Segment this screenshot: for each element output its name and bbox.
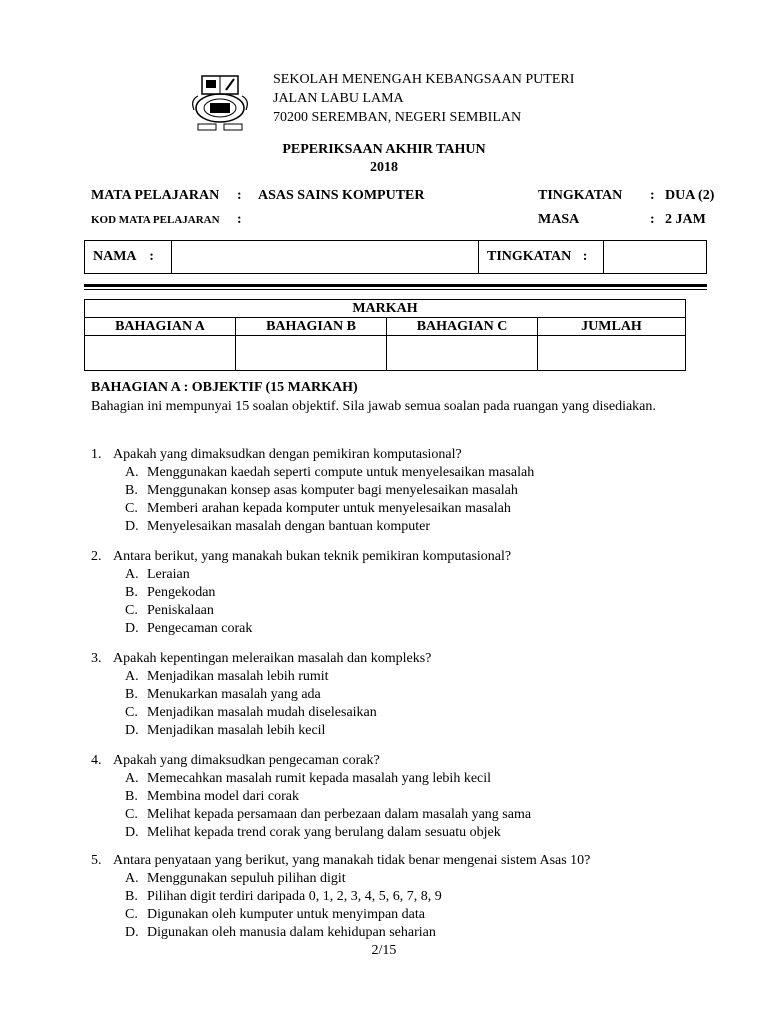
divider-thin <box>84 289 707 290</box>
option-text: Menggunakan konsep asas komputer bagi menyelesaikan masalah <box>147 483 518 498</box>
name-label-cell <box>85 241 172 274</box>
option-letter: C. <box>125 907 138 922</box>
option-text: Melihat kepada trend corak yang berulang dalam sesuatu objek <box>147 825 501 840</box>
question-text: Antara penyataan yang berikut, yang manakah tidak benar mengenai sistem Asas 10? <box>113 853 591 868</box>
answer-option[interactable] <box>91 824 691 842</box>
answer-option[interactable] <box>91 584 691 602</box>
section-a-title: BAHAGIAN A : OBJEKTIF (15 MARKAH) <box>91 380 358 395</box>
name-box-form-colon: : <box>582 249 588 264</box>
option-text: Pengekodan <box>147 585 216 600</box>
answer-option[interactable] <box>91 722 691 740</box>
form-field[interactable] <box>604 241 707 274</box>
name-box-form-label: TINGKATAN <box>487 249 572 264</box>
answer-option[interactable] <box>91 518 691 536</box>
option-text: Peniskalaan <box>147 603 214 618</box>
option-letter: C. <box>125 603 138 618</box>
option-letter: B. <box>125 585 138 600</box>
code-colon: : <box>237 212 242 227</box>
option-text: Pilihan digit terdiri daripada 0, 1, 2, 3, 4, 5, 6, 7, 8, 9 <box>147 889 442 904</box>
markah-col-total: JUMLAH <box>538 318 686 336</box>
section-a-instruction: Bahagian ini mempunyai 15 soalan objektif. Sila jawab semua soalan pada ruangan yang disediakan. <box>91 399 656 414</box>
divider-thick <box>84 284 707 287</box>
option-letter: D. <box>125 925 139 940</box>
school-city: 70200 SEREMBAN, NEGERI SEMBILAN <box>273 110 522 125</box>
markah-cell-b[interactable] <box>236 336 387 371</box>
answer-option[interactable] <box>91 668 691 686</box>
answer-option[interactable] <box>91 602 691 620</box>
question-text: Apakah yang dimaksudkan dengan pemikiran komputasional? <box>113 447 462 462</box>
code-label: KOD MATA PELAJARAN <box>91 214 220 226</box>
option-text: Digunakan oleh manusia dalam kehidupan seharian <box>147 925 436 940</box>
name-label: NAMA <box>93 249 136 264</box>
option-text: Digunakan oleh kumputer untuk menyimpan data <box>147 907 425 922</box>
question-stem <box>91 852 691 870</box>
question-number: 4. <box>91 753 102 768</box>
question-item <box>91 650 691 740</box>
markah-col-a: BAHAGIAN A <box>85 318 236 336</box>
question-stem <box>91 650 691 668</box>
question-item <box>91 852 691 942</box>
name-field[interactable] <box>172 241 479 274</box>
option-letter: A. <box>125 669 139 684</box>
exam-year: 2018 <box>370 160 398 175</box>
answer-option[interactable] <box>91 566 691 584</box>
answer-option[interactable] <box>91 888 691 906</box>
question-stem <box>91 548 691 566</box>
answer-option[interactable] <box>91 620 691 638</box>
option-text: Menjadikan masalah lebih rumit <box>147 669 329 684</box>
subject-label: MATA PELAJARAN <box>91 188 220 203</box>
answer-option[interactable] <box>91 770 691 788</box>
option-text: Leraian <box>147 567 190 582</box>
subject-colon: : <box>237 188 242 203</box>
option-letter: B. <box>125 889 138 904</box>
markah-title: MARKAH <box>85 300 686 318</box>
markah-cell-total[interactable] <box>538 336 686 371</box>
option-text: Membina model dari corak <box>147 789 300 804</box>
markah-cell-a[interactable] <box>85 336 236 371</box>
answer-option[interactable] <box>91 704 691 722</box>
option-text: Memberi arahan kepada komputer untuk menyelesaikan masalah <box>147 501 511 516</box>
option-letter: C. <box>125 501 138 516</box>
name-colon: : <box>149 249 154 264</box>
option-text: Menggunakan sepuluh pilihan digit <box>147 871 346 886</box>
option-text: Menukarkan masalah yang ada <box>147 687 321 702</box>
form-value: DUA (2) <box>665 188 715 203</box>
option-letter: D. <box>125 825 139 840</box>
school-crest-logo <box>188 70 252 134</box>
option-letter: B. <box>125 687 138 702</box>
answer-option[interactable] <box>91 870 691 888</box>
question-number: 2. <box>91 549 102 564</box>
option-letter: B. <box>125 483 138 498</box>
option-letter: A. <box>125 871 139 886</box>
answer-option[interactable] <box>91 686 691 704</box>
option-letter: D. <box>125 723 139 738</box>
question-text: Antara berikut, yang manakah bukan teknik pemikiran komputasional? <box>113 549 512 564</box>
question-item <box>91 752 691 842</box>
answer-option[interactable] <box>91 924 691 942</box>
question-number: 1. <box>91 447 102 462</box>
option-text: Menggunakan kaedah seperti compute untuk menyelesaikan masalah <box>147 465 535 480</box>
question-number: 5. <box>91 853 102 868</box>
answer-option[interactable] <box>91 806 691 824</box>
option-text: Melihat kepada persamaan dan perbezaan dalam masalah yang sama <box>147 807 532 822</box>
question-text: Apakah kepentingan meleraikan masalah dan kompleks? <box>113 651 432 666</box>
markah-col-c: BAHAGIAN C <box>387 318 538 336</box>
answer-option[interactable] <box>91 788 691 806</box>
option-letter: A. <box>125 567 139 582</box>
time-value: 2 JAM <box>665 212 706 227</box>
option-letter: D. <box>125 519 139 534</box>
markah-cell-c[interactable] <box>387 336 538 371</box>
time-label: MASA <box>538 212 580 227</box>
form-label-cell <box>479 241 604 274</box>
page-number: 2/15 <box>371 943 397 958</box>
option-text: Menjadikan masalah mudah diselesaikan <box>147 705 377 720</box>
question-number: 3. <box>91 651 102 666</box>
option-text: Memecahkan masalah rumit kepada masalah yang lebih kecil <box>147 771 492 786</box>
question-item <box>91 548 691 638</box>
option-letter: B. <box>125 789 138 804</box>
answer-option[interactable] <box>91 464 691 482</box>
crest-icon <box>188 70 252 134</box>
question-item <box>91 446 691 536</box>
form-label: TINGKATAN <box>538 188 623 203</box>
option-letter: C. <box>125 807 138 822</box>
option-letter: D. <box>125 621 139 636</box>
form-colon: : <box>650 188 655 203</box>
question-stem <box>91 446 691 464</box>
option-text: Menyelesaikan masalah dengan bantuan komputer <box>147 519 431 534</box>
option-text: Pengecaman corak <box>147 621 253 636</box>
question-text: Apakah yang dimaksudkan pengecaman corak? <box>113 753 380 768</box>
answer-option[interactable] <box>91 500 691 518</box>
answer-option[interactable] <box>91 482 691 500</box>
exam-title: PEPERIKSAAN AKHIR TAHUN <box>282 142 486 157</box>
markah-col-b: BAHAGIAN B <box>236 318 387 336</box>
name-box <box>84 240 707 274</box>
question-stem <box>91 752 691 770</box>
option-text: Menjadikan masalah lebih kecil <box>147 723 326 738</box>
option-letter: A. <box>125 771 139 786</box>
time-colon: : <box>650 212 655 227</box>
school-street: JALAN LABU LAMA <box>273 91 404 106</box>
option-letter: C. <box>125 705 138 720</box>
option-letter: A. <box>125 465 139 480</box>
markah-table <box>84 299 686 371</box>
school-name: SEKOLAH MENENGAH KEBANGSAAN PUTERI <box>273 72 575 87</box>
answer-option[interactable] <box>91 906 691 924</box>
subject-value: ASAS SAINS KOMPUTER <box>258 188 425 203</box>
